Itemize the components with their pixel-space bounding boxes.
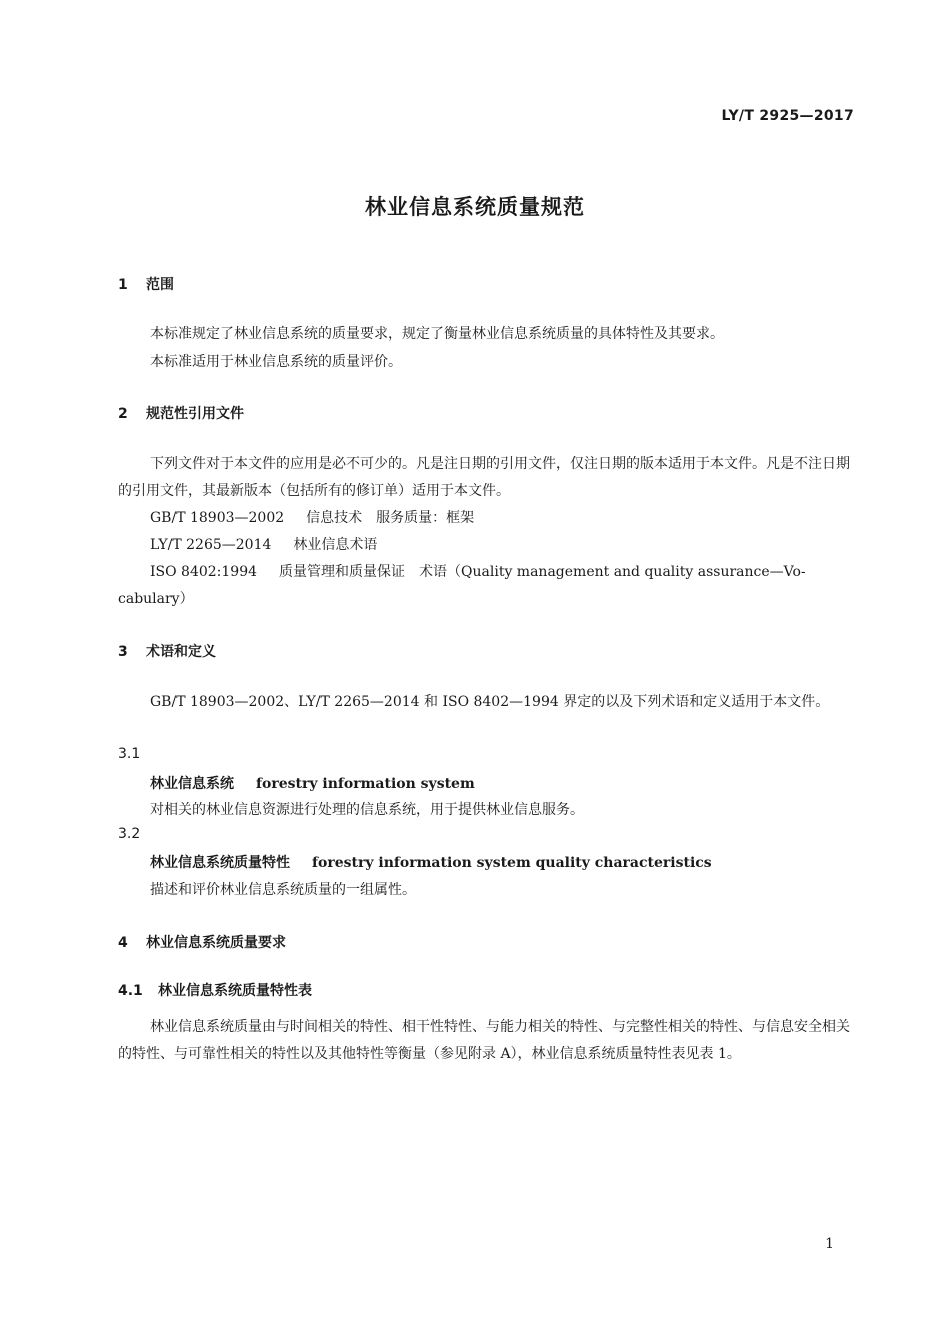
section-2-intro: 下列文件对于本文件的应用是必不可少的。凡是注日期的引用文件，仅注日期的版本适用于本文件。凡是不注日期的引用文件，其最新版本（包括所有的修订单）适用于本文件。 — [118, 456, 850, 499]
section-title: 范围 — [146, 277, 174, 293]
page-number: 1 — [825, 1236, 834, 1252]
section-1-heading — [118, 274, 174, 294]
reference-code: GB/T 18903—2002 — [150, 510, 285, 526]
term-english: forestry information system quality characteristics — [312, 855, 712, 871]
subsection-title: 林业信息系统质量特性表 — [158, 983, 312, 999]
standard-code: LY/T 2925—2017 — [721, 108, 854, 124]
term-definition: 对相关的林业信息资源进行处理的信息系统，用于提供林业信息服务。 — [150, 802, 584, 818]
term-heading — [150, 852, 712, 872]
reference-item — [150, 561, 806, 581]
section-number: 4 — [118, 935, 128, 951]
subsection-number: 4.1 — [118, 983, 143, 999]
section-title: 林业信息系统质量要求 — [146, 935, 286, 951]
section-3-intro: GB/T 18903—2002、LY/T 2265—2014 和 ISO 8402—1994 界定的以及下列术语和定义适用于本文件。 — [150, 694, 830, 710]
section-2-heading — [118, 403, 244, 423]
reference-title: 质量管理和质量保证 术语（Quality management and quality assurance—Vo- — [279, 564, 806, 580]
section-1-para-2: 本标准适用于林业信息系统的质量评价。 — [150, 354, 402, 370]
section-1-para-1: 本标准规定了林业信息系统的质量要求，规定了衡量林业信息系统质量的具体特性及其要求。 — [150, 326, 724, 342]
reference-code: LY/T 2265—2014 — [150, 537, 272, 553]
reference-code: ISO 8402:1994 — [150, 564, 258, 580]
reference-item — [150, 507, 474, 527]
term-chinese: 林业信息系统质量特性 — [150, 855, 290, 871]
term-english: forestry information system — [256, 776, 475, 792]
section-number: 3 — [118, 644, 128, 660]
subsection-4-1-heading — [118, 980, 312, 1000]
section-3-heading — [118, 641, 216, 661]
section-4-heading — [118, 932, 286, 952]
section-title: 术语和定义 — [146, 644, 216, 660]
reference-title: 信息技术 服务质量：框架 — [306, 510, 475, 526]
term-number: 3.1 — [118, 746, 141, 762]
term-definition: 描述和评价林业信息系统质量的一组属性。 — [150, 882, 416, 898]
term-number: 3.2 — [118, 826, 141, 842]
term-chinese: 林业信息系统 — [150, 776, 234, 792]
section-number: 2 — [118, 406, 128, 422]
reference-continuation: cabulary） — [118, 591, 194, 607]
reference-item — [150, 534, 377, 554]
section-title: 规范性引用文件 — [146, 406, 244, 422]
subsection-4-1-para: 林业信息系统质量由与时间相关的特性、相干性特性、与能力相关的特性、与完整性相关的特性、与信息安全相关的特性、与可靠性相关的特性以及其他特性等衡量（参见附录 A），林业信息系统质量特性表见表 1。 — [118, 1019, 850, 1062]
term-heading — [150, 773, 475, 793]
section-number: 1 — [118, 277, 128, 293]
document-title: 林业信息系统质量规范 — [365, 195, 585, 219]
reference-title: 林业信息术语 — [293, 537, 378, 553]
